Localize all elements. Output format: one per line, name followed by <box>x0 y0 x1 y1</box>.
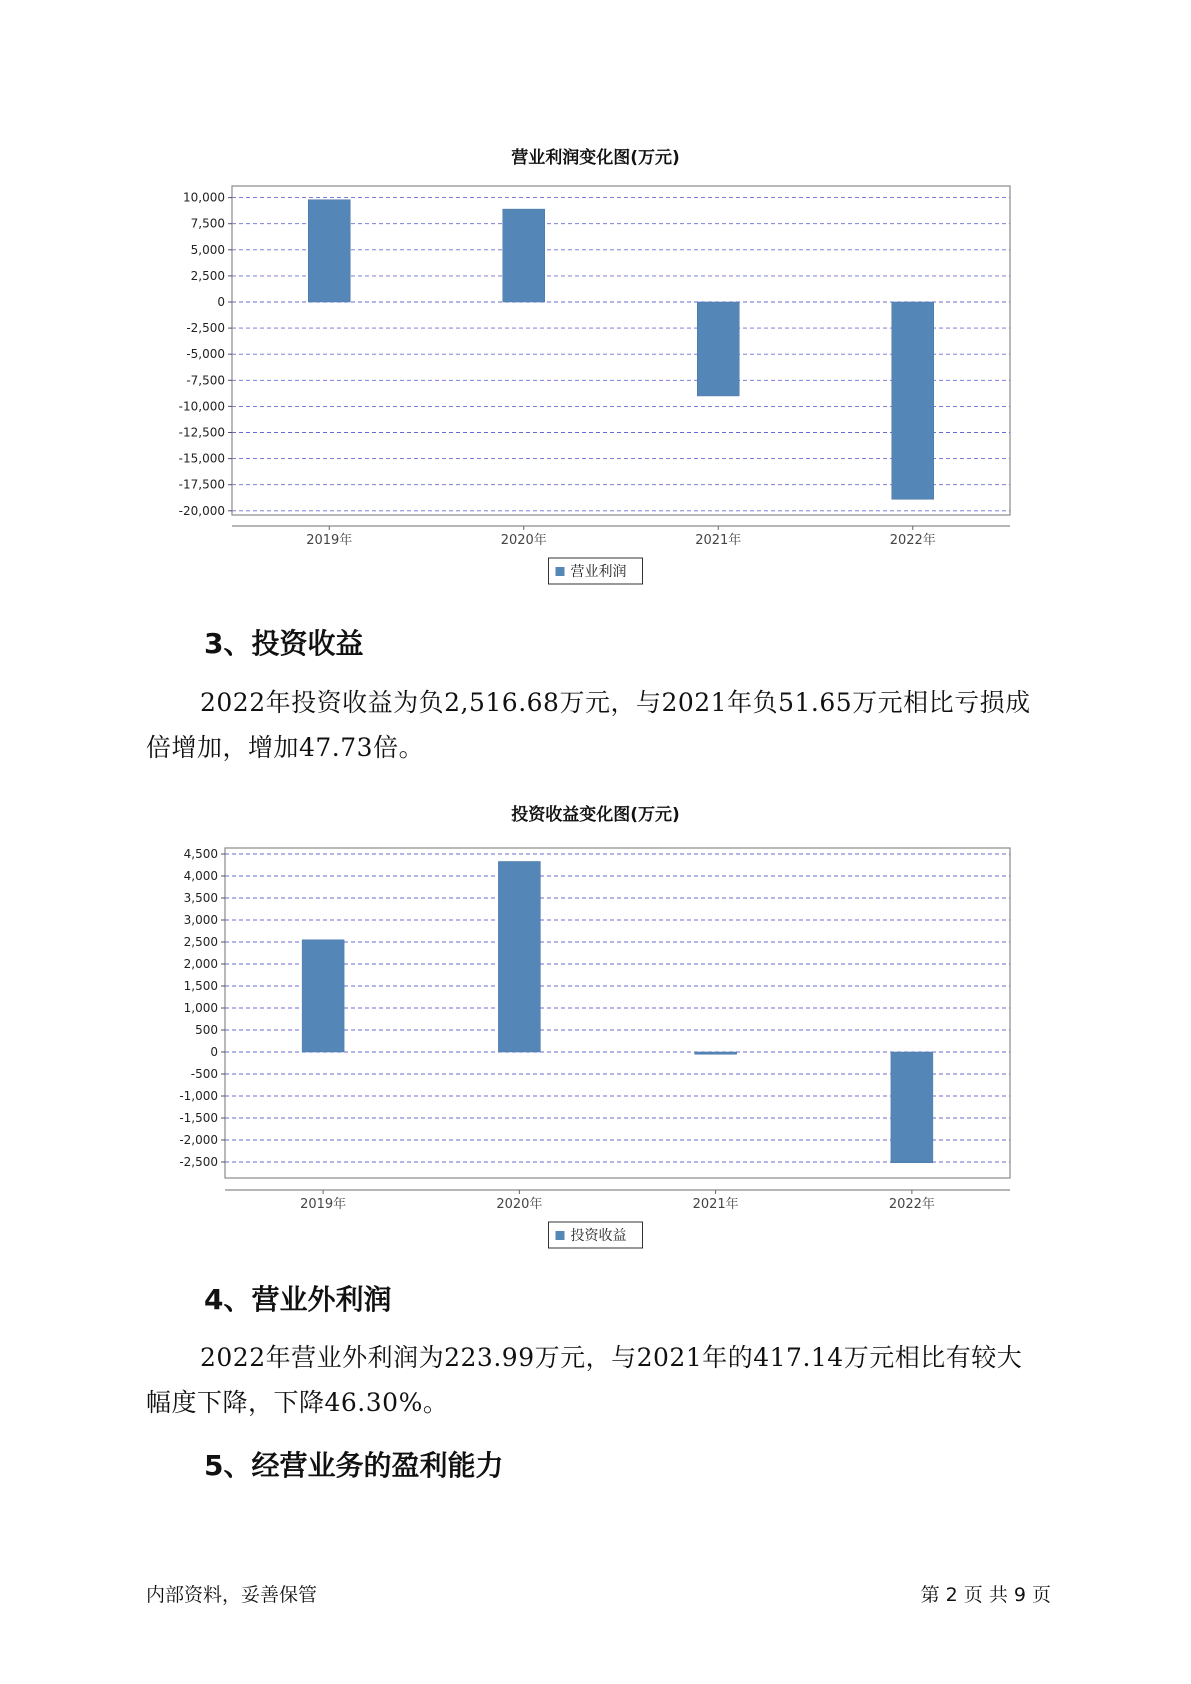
legend-swatch <box>556 1231 565 1240</box>
y-tick-label: 3,000 <box>183 913 218 927</box>
y-tick-label: -2,500 <box>179 1155 218 1169</box>
y-tick-label: 10,000 <box>183 190 225 205</box>
y-tick-label: -17,500 <box>178 477 225 492</box>
y-tick-label: 0 <box>217 295 225 309</box>
y-tick-label: 0 <box>210 1045 218 1059</box>
x-tick-label: 2019年 <box>300 1197 347 1212</box>
section-3-line-1: 2022年投资收益为负2,516.68万元，与2021年负51.65万元相比亏损成 <box>200 688 1031 717</box>
section-3-line-2: 倍增加，增加47.73倍。 <box>146 733 425 762</box>
footer-confidential-note: 内部资料，妥善保管 <box>146 1584 318 1606</box>
section-4-heading: 4、营业外利润 <box>204 1283 392 1316</box>
x-tick-label: 2020年 <box>496 1197 543 1212</box>
x-tick-label: 2022年 <box>888 1197 935 1212</box>
y-tick-label: 1,000 <box>183 1001 218 1015</box>
y-tick-label: -2,000 <box>179 1133 218 1147</box>
y-tick-label: 3,500 <box>183 891 218 905</box>
y-tick-label: 4,500 <box>183 847 218 861</box>
y-tick-label: -5,000 <box>186 347 225 362</box>
y-tick-label: 500 <box>195 1023 218 1037</box>
y-tick-label: -15,000 <box>178 451 225 466</box>
footer-page-number: 第 2 页 共 9 页 <box>920 1584 1051 1606</box>
y-tick-label: -20,000 <box>178 503 225 518</box>
y-tick-label: -1,000 <box>179 1089 218 1103</box>
y-tick-label: 1,500 <box>183 979 218 993</box>
y-tick-label: -12,500 <box>178 425 225 440</box>
section-3-heading: 3、投资收益 <box>204 627 364 660</box>
x-tick-label: 2021年 <box>695 533 742 548</box>
x-tick-label: 2019年 <box>306 533 353 548</box>
chart1-title: 营业利润变化图(万元) <box>511 148 680 168</box>
chart2-title: 投资收益变化图(万元) <box>511 805 680 825</box>
section-5-heading: 5、经营业务的盈利能力 <box>204 1449 504 1482</box>
y-tick-label: -2,500 <box>186 321 225 336</box>
section-4-paragraph <box>146 1335 1066 1425</box>
y-tick-label: 5,000 <box>190 242 225 257</box>
bar-2020年 <box>498 861 540 1052</box>
x-tick-label: 2021年 <box>692 1197 739 1212</box>
y-tick-label: 2,000 <box>183 957 218 971</box>
legend-label: 营业利润 <box>570 564 627 580</box>
y-tick-label: 7,500 <box>190 216 225 231</box>
y-tick-label: 2,500 <box>190 268 225 283</box>
y-tick-label: 4,000 <box>183 869 218 883</box>
bar-2019年 <box>302 940 344 1052</box>
bar-2022年 <box>891 1052 933 1163</box>
y-tick-label: -10,000 <box>178 399 225 414</box>
x-tick-label: 2020年 <box>500 533 547 548</box>
legend-label: 投资收益 <box>570 1228 627 1244</box>
y-tick-label: 2,500 <box>183 935 218 949</box>
y-tick-label: -1,500 <box>179 1111 218 1125</box>
y-tick-label: -500 <box>190 1067 218 1081</box>
section-4-line-1: 2022年营业外利润为223.99万元，与2021年的417.14万元相比有较大 <box>200 1343 1023 1372</box>
bar-2021年 <box>695 1052 737 1054</box>
y-tick-label: -7,500 <box>186 373 225 388</box>
x-tick-label: 2022年 <box>889 533 936 548</box>
section-4-line-2: 幅度下降，下降46.30%。 <box>146 1388 449 1417</box>
